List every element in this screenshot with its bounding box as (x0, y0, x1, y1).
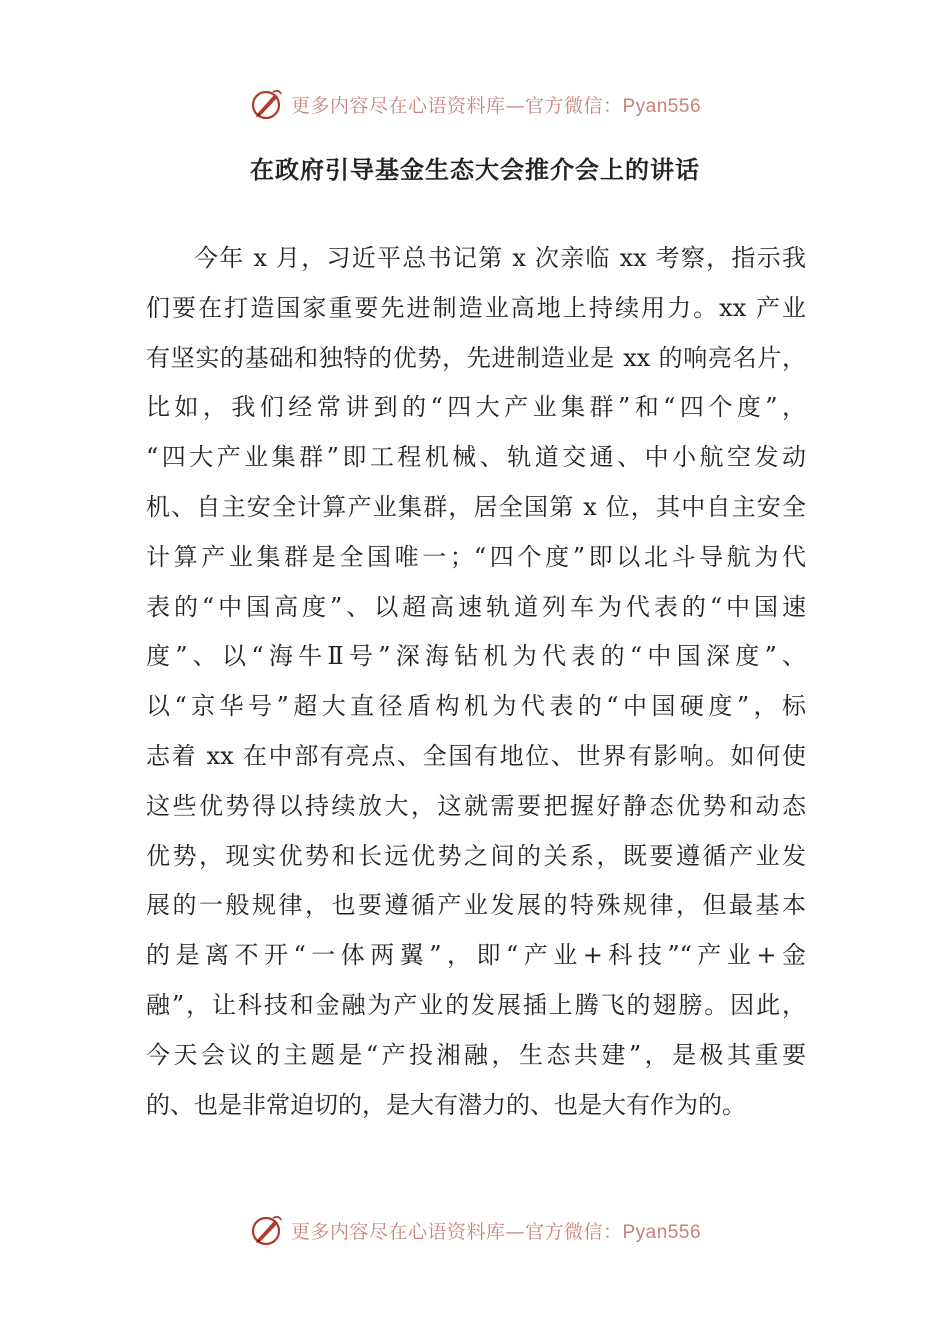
body-line: 展的一般规律，也要遵循产业发展的特殊规律，但最基本 (146, 891, 806, 920)
body-line: 的是离不开“一体两翼”，即“产业+科技”“产业+金 (146, 941, 806, 970)
header-banner-content (249, 86, 701, 122)
body-line: 优势，现实优势和长远优势之间的关系，既要遵循产业发 (146, 841, 806, 870)
body-line: 今天会议的主题是“产投湘融，生态共建”，是极其重要 (146, 1040, 806, 1069)
body-line: 融”，让科技和金融为产业的发展插上腾飞的翅膀。因此， (146, 990, 806, 1019)
pen-circle-logo-icon (249, 86, 285, 122)
footer-banner (0, 1208, 950, 1252)
body-line: 有坚实的基础和独特的优势，先进制造业是 xx 的响亮名片， (146, 343, 806, 372)
document-title: 在政府引导基金生态大会推介会上的讲话 (250, 155, 700, 184)
body-line: 们要在打造国家重要先进制造业高地上持续用力。xx 产业 (146, 293, 806, 322)
header-banner-label: 更多内容尽在心语资料库—官方微信： (290, 94, 623, 117)
body-line: 以“京华号”超大直径盾构机为代表的“中国硬度”，标 (146, 692, 806, 721)
header-banner (0, 82, 950, 126)
body-line: 度”、以“海牛Ⅱ号”深海钻机为代表的“中国深度”、 (146, 642, 806, 671)
footer-banner-wechat: Pyan556 (622, 1221, 702, 1243)
footer-banner-text (291, 1217, 701, 1244)
header-banner-wechat: Pyan556 (622, 95, 702, 117)
footer-banner-content (249, 1212, 701, 1248)
footer-banner-label: 更多内容尽在心语资料库—官方微信： (290, 1220, 623, 1243)
body-line: “四大产业集群”即工程机械、轨道交通、中小航空发动 (146, 443, 806, 472)
body-line: 机、自主安全计算产业集群，居全国第 x 位，其中自主安全 (146, 492, 806, 521)
body-line: 表的“中国高度”、以超高速轨道列车为代表的“中国速 (146, 592, 806, 621)
body-line: 这些优势得以持续放大，这就需要把握好静态优势和动态 (146, 791, 806, 820)
body-line: 计算产业集群是全国唯一；“四个度”即以北斗导航为代 (146, 542, 806, 571)
body-line: 今年 x 月，习近平总书记第 x 次亲临 xx 考察，指示我 (194, 244, 806, 272)
document-body (146, 234, 806, 1130)
body-line: 志着 xx 在中部有亮点、全国有地位、世界有影响。如何使 (146, 741, 806, 770)
body-line: 比如，我们经常讲到的“四大产业集群”和“四个度”， (146, 393, 806, 422)
pen-circle-logo-icon (249, 1212, 285, 1248)
header-banner-text (291, 91, 701, 118)
body-line: 的、也是非常迫切的，是大有潜力的、也是大有作为的。 (146, 1090, 746, 1119)
